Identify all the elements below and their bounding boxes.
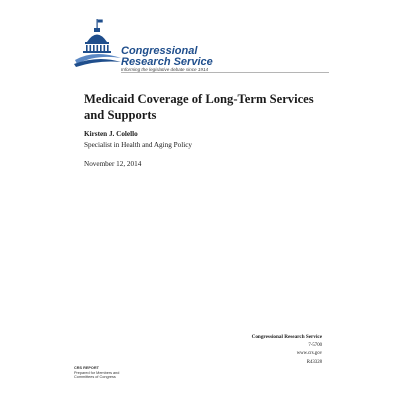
- citation-report-id: R43328: [306, 359, 322, 365]
- citation-website: www.crs.gov: [296, 351, 322, 357]
- header-divider: [121, 72, 329, 73]
- capitol-dome-icon: [74, 18, 122, 68]
- footer-line-2: Committees of Congress: [74, 375, 116, 380]
- author-role: Specialist in Health and Aging Policy: [84, 141, 192, 149]
- organization-name: [121, 46, 213, 68]
- report-date: November 12, 2014: [84, 160, 142, 168]
- footer-line-1: Prepared for Members and: [74, 370, 120, 375]
- citation-number: 7-5700: [308, 342, 322, 348]
- org-name-line-1: Congressional: [121, 45, 198, 57]
- tagline: Informing the legislative debate since 1914: [121, 67, 209, 72]
- author-name: Kirsten J. Colello: [84, 130, 138, 138]
- footer-brand: CRS REPORT: [74, 366, 99, 370]
- report-title: Medicaid Coverage of Long-Term Services and Supports: [84, 92, 314, 122]
- org-name-line-2: Research Service: [121, 56, 213, 68]
- footer-block: [74, 366, 119, 380]
- citation-organization: Congressional Research Service: [251, 334, 322, 340]
- citation-block: [252, 333, 322, 367]
